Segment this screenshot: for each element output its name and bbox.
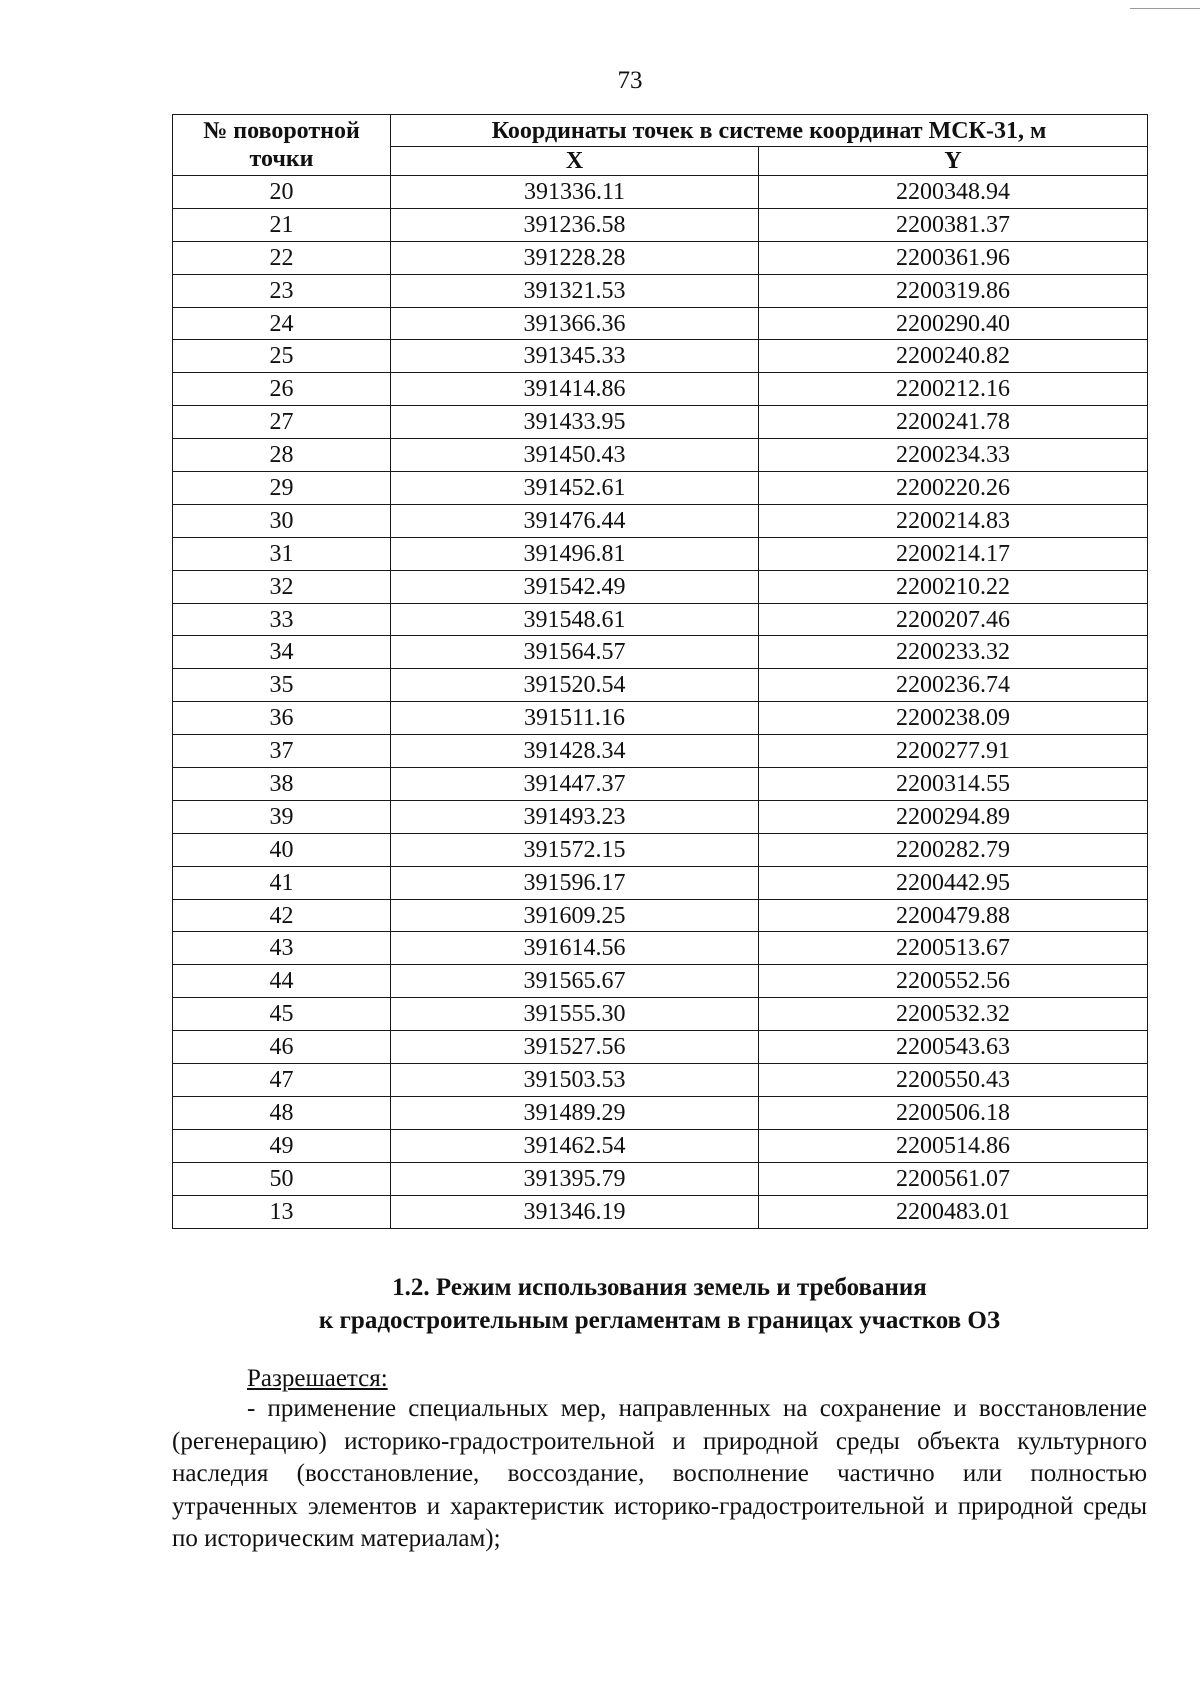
point-number-cell: 37 <box>173 735 391 768</box>
point-number-cell: 41 <box>173 866 391 899</box>
point-number-cell: 40 <box>173 833 391 866</box>
point-number-cell: 38 <box>173 768 391 801</box>
y-coordinate-cell: 2200348.94 <box>759 176 1148 209</box>
point-number-cell: 39 <box>173 800 391 833</box>
y-coordinate-cell: 2200479.88 <box>759 899 1148 932</box>
table-row <box>173 1195 1148 1228</box>
y-coordinate-cell: 2200442.95 <box>759 866 1148 899</box>
table-row <box>173 208 1148 241</box>
table-row <box>173 636 1148 669</box>
x-coordinate-cell: 391395.79 <box>391 1162 759 1195</box>
y-coordinate-cell: 2200514.86 <box>759 1129 1148 1162</box>
table-row <box>173 932 1148 965</box>
x-coordinate-cell: 391345.33 <box>391 340 759 373</box>
header-y: Y <box>759 147 1148 176</box>
y-coordinate-cell: 2200314.55 <box>759 768 1148 801</box>
x-coordinate-cell: 391542.49 <box>391 570 759 603</box>
body-paragraph: - применение специальных мер, направленных на сохранение и восстановление (регенерацию) историко-градостроительной и природной среды объекта культурного наследия (восстановление, воссоздание, восполнение частично или полностью утраченных элементов и характеристик историко-градостроительной и природной среды по историческим материалам); <box>172 1395 1147 1552</box>
table-row <box>173 768 1148 801</box>
point-number-cell: 31 <box>173 537 391 570</box>
point-number-cell: 33 <box>173 603 391 636</box>
y-coordinate-cell: 2200210.22 <box>759 570 1148 603</box>
y-coordinate-cell: 2200294.89 <box>759 800 1148 833</box>
x-coordinate-cell: 391493.23 <box>391 800 759 833</box>
header-point-line2: точки <box>249 146 314 172</box>
x-coordinate-cell: 391596.17 <box>391 866 759 899</box>
x-coordinate-cell: 391555.30 <box>391 998 759 1031</box>
y-coordinate-cell: 2200236.74 <box>759 669 1148 702</box>
table-row <box>173 702 1148 735</box>
point-number-cell: 24 <box>173 307 391 340</box>
point-number-cell: 46 <box>173 1031 391 1064</box>
point-number-cell: 20 <box>173 176 391 209</box>
x-coordinate-cell: 391520.54 <box>391 669 759 702</box>
scan-edge-line <box>1130 8 1200 9</box>
y-coordinate-cell: 2200277.91 <box>759 735 1148 768</box>
x-coordinate-cell: 391346.19 <box>391 1195 759 1228</box>
table-row <box>173 373 1148 406</box>
x-coordinate-cell: 391366.36 <box>391 307 759 340</box>
point-number-cell: 45 <box>173 998 391 1031</box>
table-row <box>173 735 1148 768</box>
table-row <box>173 274 1148 307</box>
point-number-cell: 50 <box>173 1162 391 1195</box>
x-coordinate-cell: 391433.95 <box>391 406 759 439</box>
header-point-number <box>173 115 391 176</box>
point-number-cell: 36 <box>173 702 391 735</box>
point-number-cell: 25 <box>173 340 391 373</box>
x-coordinate-cell: 391428.34 <box>391 735 759 768</box>
table-row <box>173 1031 1148 1064</box>
x-coordinate-cell: 391452.61 <box>391 472 759 505</box>
table-row <box>173 965 1148 998</box>
y-coordinate-cell: 2200282.79 <box>759 833 1148 866</box>
y-coordinate-cell: 2200220.26 <box>759 472 1148 505</box>
y-coordinate-cell: 2200361.96 <box>759 241 1148 274</box>
point-number-cell: 21 <box>173 208 391 241</box>
x-coordinate-cell: 391462.54 <box>391 1129 759 1162</box>
y-coordinate-cell: 2200241.78 <box>759 406 1148 439</box>
x-coordinate-cell: 391614.56 <box>391 932 759 965</box>
table-row <box>173 241 1148 274</box>
point-number-cell: 13 <box>173 1195 391 1228</box>
x-coordinate-cell: 391450.43 <box>391 439 759 472</box>
y-coordinate-cell: 2200550.43 <box>759 1064 1148 1097</box>
table-row <box>173 1162 1148 1195</box>
y-coordinate-cell: 2200532.32 <box>759 998 1148 1031</box>
y-coordinate-cell: 2200483.01 <box>759 1195 1148 1228</box>
page-number: 73 <box>617 67 643 94</box>
allowed-label: Разрешается: <box>247 1365 388 1392</box>
x-coordinate-cell: 391489.29 <box>391 1096 759 1129</box>
point-number-cell: 26 <box>173 373 391 406</box>
table-row <box>173 833 1148 866</box>
table-row <box>173 998 1148 1031</box>
x-coordinate-cell: 391321.53 <box>391 274 759 307</box>
y-coordinate-cell: 2200381.37 <box>759 208 1148 241</box>
point-number-cell: 23 <box>173 274 391 307</box>
y-coordinate-cell: 2200513.67 <box>759 932 1148 965</box>
y-coordinate-cell: 2200552.56 <box>759 965 1148 998</box>
x-coordinate-cell: 391228.28 <box>391 241 759 274</box>
x-coordinate-cell: 391572.15 <box>391 833 759 866</box>
table-row <box>173 537 1148 570</box>
table-body <box>173 176 1148 1229</box>
y-coordinate-cell: 2200240.82 <box>759 340 1148 373</box>
y-coordinate-cell: 2200561.07 <box>759 1162 1148 1195</box>
y-coordinate-cell: 2200212.16 <box>759 373 1148 406</box>
y-coordinate-cell: 2200319.86 <box>759 274 1148 307</box>
table-row <box>173 176 1148 209</box>
section-title-line1: 1.2. Режим использования земель и требования <box>392 1274 927 1301</box>
table-row <box>173 899 1148 932</box>
point-number-cell: 48 <box>173 1096 391 1129</box>
y-coordinate-cell: 2200234.33 <box>759 439 1148 472</box>
table-row <box>173 800 1148 833</box>
table-row <box>173 1129 1148 1162</box>
x-coordinate-cell: 391476.44 <box>391 504 759 537</box>
point-number-cell: 43 <box>173 932 391 965</box>
section-title-line2: к градостроительным регламентам в границах участков ОЗ <box>318 1307 1001 1334</box>
point-number-cell: 49 <box>173 1129 391 1162</box>
y-coordinate-cell: 2200207.46 <box>759 603 1148 636</box>
point-number-cell: 44 <box>173 965 391 998</box>
point-number-cell: 22 <box>173 241 391 274</box>
header-point-line1: № поворотной <box>203 118 360 144</box>
table-row <box>173 866 1148 899</box>
section-title <box>172 1271 1147 1337</box>
table-row <box>173 603 1148 636</box>
coordinates-table <box>172 114 1148 1229</box>
point-number-cell: 28 <box>173 439 391 472</box>
x-coordinate-cell: 391414.86 <box>391 373 759 406</box>
table-row <box>173 669 1148 702</box>
x-coordinate-cell: 391336.11 <box>391 176 759 209</box>
table-row <box>173 472 1148 505</box>
y-coordinate-cell: 2200506.18 <box>759 1096 1148 1129</box>
x-coordinate-cell: 391565.67 <box>391 965 759 998</box>
x-coordinate-cell: 391447.37 <box>391 768 759 801</box>
x-coordinate-cell: 391548.61 <box>391 603 759 636</box>
x-coordinate-cell: 391496.81 <box>391 537 759 570</box>
table-row <box>173 406 1148 439</box>
y-coordinate-cell: 2200290.40 <box>759 307 1148 340</box>
x-coordinate-cell: 391564.57 <box>391 636 759 669</box>
point-number-cell: 35 <box>173 669 391 702</box>
table-row <box>173 340 1148 373</box>
y-coordinate-cell: 2200233.32 <box>759 636 1148 669</box>
point-number-cell: 42 <box>173 899 391 932</box>
x-coordinate-cell: 391609.25 <box>391 899 759 932</box>
point-number-cell: 32 <box>173 570 391 603</box>
point-number-cell: 27 <box>173 406 391 439</box>
point-number-cell: 47 <box>173 1064 391 1097</box>
table-row <box>173 570 1148 603</box>
table-row <box>173 504 1148 537</box>
x-coordinate-cell: 391511.16 <box>391 702 759 735</box>
table-row <box>173 1064 1148 1097</box>
point-number-cell: 29 <box>173 472 391 505</box>
y-coordinate-cell: 2200543.63 <box>759 1031 1148 1064</box>
x-coordinate-cell: 391527.56 <box>391 1031 759 1064</box>
point-number-cell: 34 <box>173 636 391 669</box>
header-x: X <box>391 147 759 176</box>
x-coordinate-cell: 391236.58 <box>391 208 759 241</box>
header-coordinates: Координаты точек в системе координат МСК-31, м <box>391 115 1148 147</box>
y-coordinate-cell: 2200214.17 <box>759 537 1148 570</box>
y-coordinate-cell: 2200238.09 <box>759 702 1148 735</box>
point-number-cell: 30 <box>173 504 391 537</box>
y-coordinate-cell: 2200214.83 <box>759 504 1148 537</box>
table-row <box>173 439 1148 472</box>
x-coordinate-cell: 391503.53 <box>391 1064 759 1097</box>
table-row <box>173 1096 1148 1129</box>
table-row <box>173 307 1148 340</box>
